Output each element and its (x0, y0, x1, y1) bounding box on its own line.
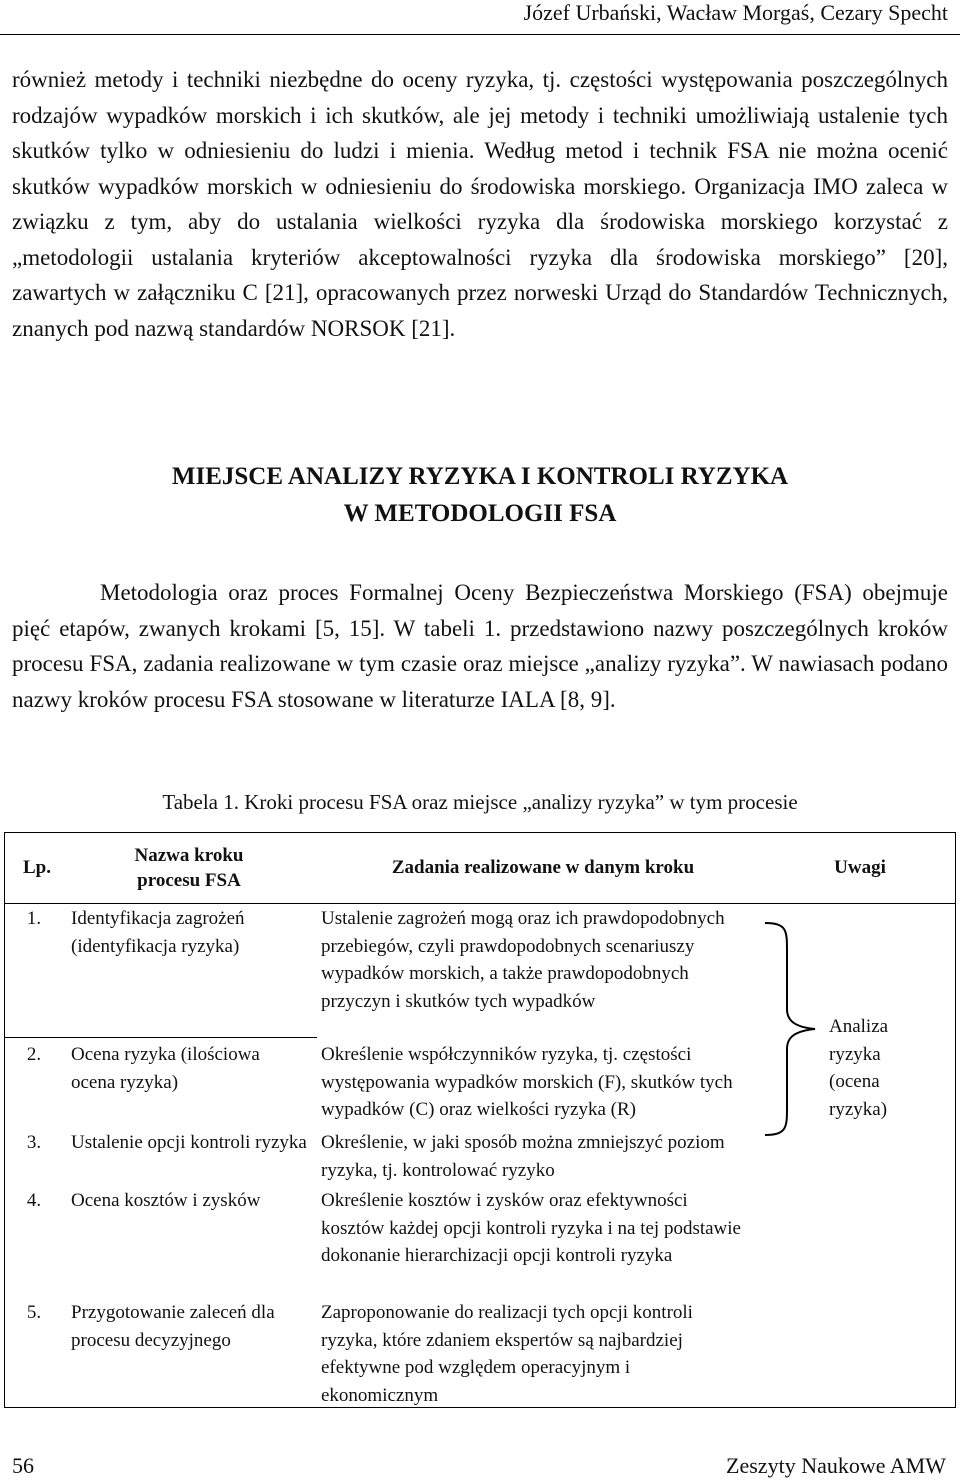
row-1-step-name: Identyfikacja zagrożeń (identyfikacja ryzyka) (71, 908, 245, 957)
row-1-lp: 1. (26, 908, 42, 929)
row-2-step-name: Ocena ryzyka (ilościowa ocena ryzyka) (71, 1044, 260, 1093)
section-title (0, 458, 960, 532)
table-caption: Tabela 1. Kroki procesu FSA oraz miejsce „analizy ryzyka” w tym procesie (162, 790, 798, 814)
brace-note: Analiza ryzyka (ocena ryzyka) (829, 1016, 889, 1120)
row-1-tasks: Ustalenie zagrożeń mogą oraz ich prawdopodobnych przebiegów, czyli prawdopodobnych scenariuszy wypadków morskich, a także prawdopodobnych przyczyn i skutków tych wypadków (321, 908, 725, 1012)
row-4-tasks: Określenie kosztów i zysków oraz efektywności kosztów każdej opcji kontroli ryzyka i na tej podstawie dokonanie hierarchizacji opcji kontroli ryzyka (321, 1190, 741, 1266)
row-2-lp: 2. (26, 1044, 42, 1065)
row-4-step-name: Ocena kosztów i zysków (71, 1190, 261, 1211)
row-5-lp: 5. (26, 1302, 42, 1323)
row-3-lp: 3. (26, 1132, 42, 1153)
page-number: 56 (12, 1453, 34, 1478)
row-divider-1 (5, 1037, 317, 1038)
header-rule (0, 34, 960, 35)
row-3-tasks: Określenie, w jaki sposób można zmniejszyć poziom ryzyka, tj. kontrolować ryzyko (321, 1132, 725, 1181)
row-5-step-name: Przygotowanie zaleceń dla procesu decyzyjnego (71, 1302, 275, 1351)
col-header-tasks: Zadania realizowane w danym kroku (391, 857, 695, 878)
paragraph-intro: również metody i techniki niezbędne do oceny ryzyka, tj. częstości występowania poszczególnych rodzajów wypadków morskich i ich skutków, ale jej metody i techniki umożliwiają ustalenie tych skutków tylko w odniesieniu do ludzi i mienia. Według metod i technik FSA nie można ocenić skutków wypadków morskich w odniesieniu do środowiska morskiego. Organizacja IMO zaleca w związku z tym, aby do ustalania wielkości ryzyka dla środowiska morskiego korzystać z „metodologii ustalania kryteriów akceptowalności ryzyka dla środowiska morskiego” [20], zawartych w załączniku C [21], opracowanych przez norweski Urząd do Standardów Technicznych, znanych pod nazwą standardów NORSOK [21]. (12, 67, 948, 341)
row-3-step-name: Ustalenie opcji kontroli ryzyka (71, 1132, 307, 1153)
col-header-step-name: Nazwa kroku procesu FSA (134, 845, 244, 891)
section-title-line-1: MIEJSCE ANALIZY RYZYKA I KONTROLI RYZYKA (171, 463, 789, 490)
table-header-rule (5, 903, 955, 904)
fsa-steps-table (4, 832, 956, 1408)
paragraph-fsa-steps: Metodologia oraz proces Formalnej Oceny Bezpieczeństwa Morskiego (FSA) obejmuje pięć etapów, zwanych krokami [5, 15]. W tabeli 1. przedstawiono nazwy poszczególnych kroków procesu FSA, zadania realizowane w tym czasie oraz miejsce „analizy ryzyka”. W nawiasach podano nazwy kroków procesu FSA stosowane w literaturze IALA [8, 9]. (12, 580, 948, 712)
right-brace-icon (757, 921, 827, 1137)
row-5-tasks: Zaproponowanie do realizacji tych opcji kontroli ryzyka, które zdaniem ekspertów są najbardziej efektywne pod względem operacyjnym i ekonomicznym (321, 1302, 693, 1406)
running-header: Józef Urbański, Wacław Morgaś, Cezary Specht (523, 0, 948, 25)
row-4-lp: 4. (26, 1190, 42, 1211)
row-2-tasks: Określenie współczynników ryzyka, tj. częstości występowania wypadków morskich (F), skutków tych wypadków (C) oraz wielkości ryzyka (R) (321, 1044, 733, 1120)
section-title-line-2: W METODOLOGII FSA (343, 500, 617, 527)
journal-name: Zeszyty Naukowe AMW (726, 1453, 946, 1478)
col-header-notes: Uwagi (834, 857, 886, 878)
col-header-lp: Lp. (23, 857, 51, 878)
